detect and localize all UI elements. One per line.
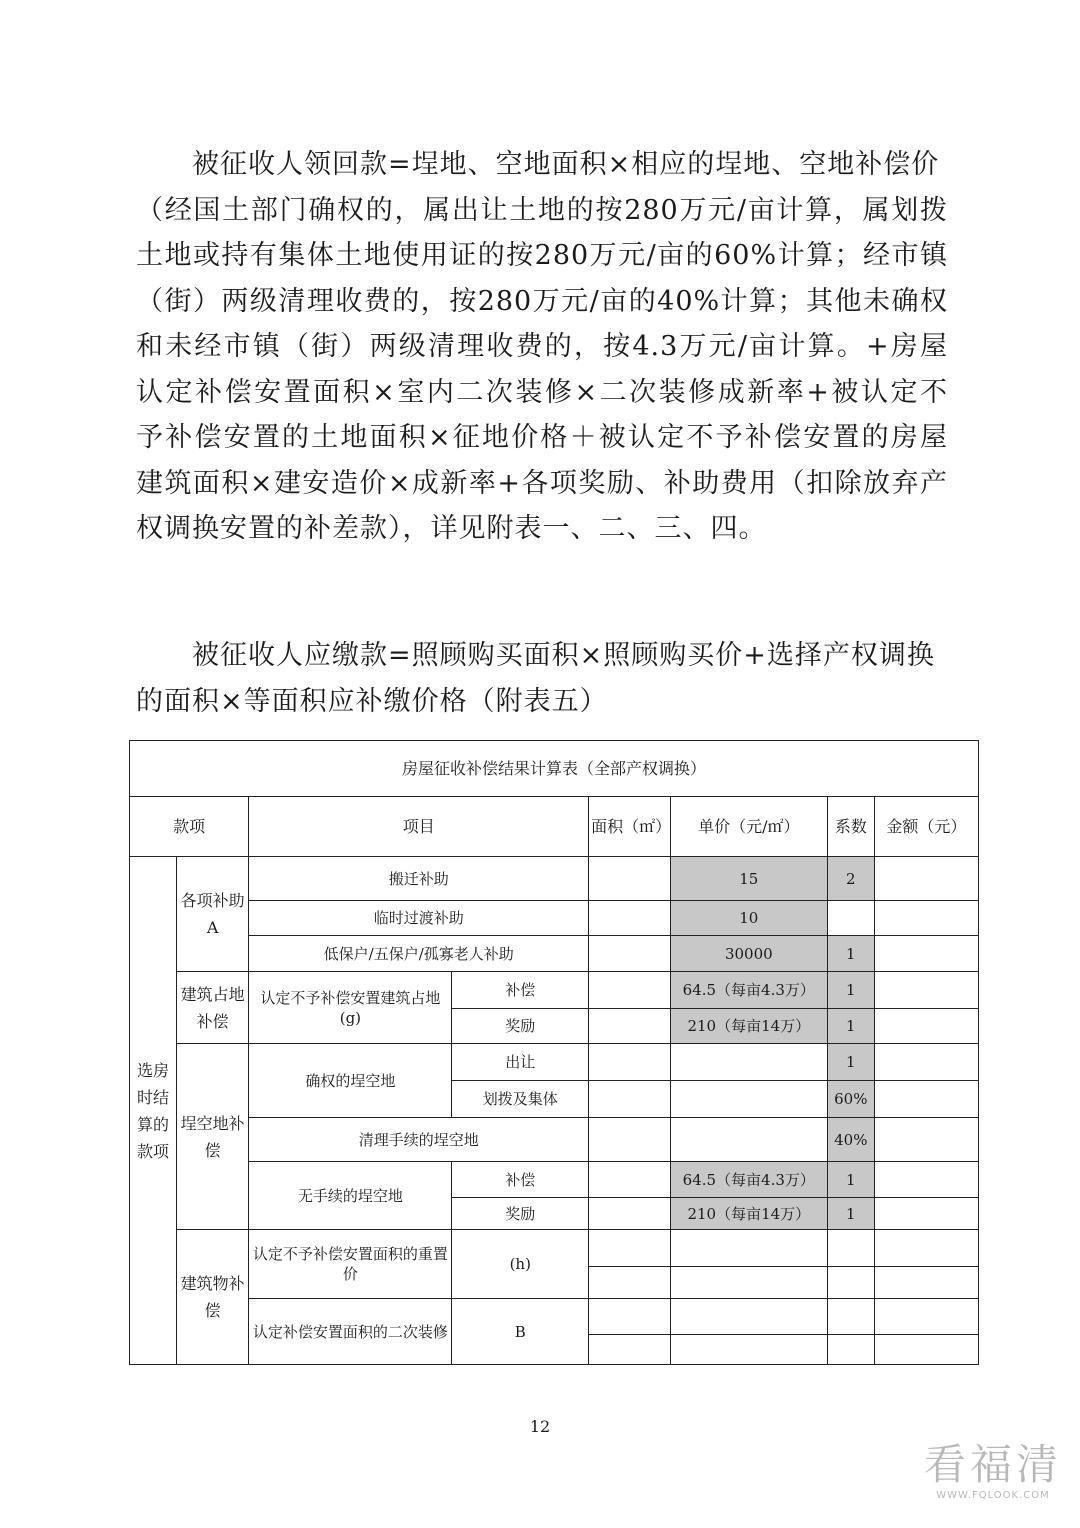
price-cell <box>670 1081 827 1118</box>
text-line: 土地或持有集体土地使用证的按280万元/亩的60%计算；经市镇 <box>136 240 948 271</box>
area-cell <box>589 1230 671 1267</box>
area-cell <box>589 1335 671 1365</box>
header-coefficient: 系数 <box>827 797 874 857</box>
watermark-url: WWW.FQLOOK.COM <box>936 1490 1050 1501</box>
table-cell: 奖励 <box>452 1009 589 1044</box>
amount-cell <box>874 936 978 972</box>
table-cell: 搬迁补助 <box>249 857 589 901</box>
coef-cell: 1 <box>827 1009 874 1044</box>
area-cell <box>589 1118 671 1162</box>
amount-cell <box>874 972 978 1009</box>
coef-cell: 2 <box>827 857 874 901</box>
area-cell <box>589 1299 671 1335</box>
text-line: 的面积×等面积应补缴价格（附表五） <box>136 685 608 717</box>
coef-cell: 1 <box>827 1162 874 1198</box>
paragraph-receive-formula <box>136 142 948 552</box>
header-kuanxiang: 款项 <box>130 797 249 857</box>
amount-cell <box>874 1044 978 1081</box>
price-cell: 15 <box>670 857 827 901</box>
amount-cell <box>874 1230 978 1267</box>
coef-cell <box>827 1335 874 1365</box>
table-cell: 认定不予补偿安置建筑占地(g) <box>249 972 452 1044</box>
price-cell <box>670 1267 827 1299</box>
price-cell <box>670 1299 827 1335</box>
text-line: 予补偿安置的土地面积×征地价格＋被认定不予补偿安置的房屋 <box>136 422 948 453</box>
amount-cell <box>874 1198 978 1230</box>
coef-cell: 1 <box>827 972 874 1009</box>
outer-group-label: 选房时结算的款项 <box>130 857 177 1365</box>
price-cell <box>670 1335 827 1365</box>
coef-cell <box>827 901 874 936</box>
paragraph-pay-formula <box>136 633 948 724</box>
table-cell: 清理手续的埕空地 <box>249 1118 589 1162</box>
table-cell: B <box>452 1299 589 1365</box>
price-cell: 210（每亩14万） <box>670 1198 827 1230</box>
yard-group-label: 埕空地补偿 <box>176 1044 248 1230</box>
text-line: （经国土部门确权的，属出让土地的按280万元/亩计算，属划拨 <box>136 194 948 226</box>
table-cell: (h) <box>452 1230 589 1299</box>
header-xiangmu: 项目 <box>249 797 589 857</box>
watermark-logo <box>918 1440 1068 1501</box>
price-cell: 10 <box>670 901 827 936</box>
coef-cell <box>827 1230 874 1267</box>
header-area: 面积（㎡） <box>589 797 671 857</box>
text-line: 被征收人领回款=埕地、空地面积×相应的埕地、空地补偿价 <box>136 149 940 180</box>
table-cell: 出让 <box>452 1044 589 1081</box>
area-cell <box>589 936 671 972</box>
header-amount: 金额（元） <box>874 797 978 857</box>
price-cell <box>670 1044 827 1081</box>
coef-cell: 1 <box>827 1044 874 1081</box>
area-cell <box>589 1162 671 1198</box>
text-line: 权调换安置的补差款），详见附表一、二、三、四。 <box>136 513 767 544</box>
page-number: 12 <box>529 1417 551 1436</box>
amount-cell <box>874 1299 978 1335</box>
amount-cell <box>874 1009 978 1044</box>
amount-cell <box>874 857 978 901</box>
price-cell <box>670 1230 827 1267</box>
area-cell <box>589 901 671 936</box>
area-cell <box>589 1044 671 1081</box>
coef-cell <box>827 1299 874 1335</box>
table-cell: 认定补偿安置面积的二次装修 <box>249 1299 452 1365</box>
price-cell: 30000 <box>670 936 827 972</box>
coef-cell: 1 <box>827 936 874 972</box>
table-cell: 临时过渡补助 <box>249 901 589 936</box>
amount-cell <box>874 1118 978 1162</box>
area-cell <box>589 972 671 1009</box>
amount-cell <box>874 901 978 936</box>
coef-cell <box>827 1267 874 1299</box>
coef-cell: 60% <box>827 1081 874 1118</box>
table-cell: 低保户/五保户/孤寡老人补助 <box>249 936 589 972</box>
compensation-table <box>129 740 979 1365</box>
amount-cell <box>874 1335 978 1365</box>
price-cell: 64.5（每亩4.3万） <box>670 972 827 1009</box>
table-cell: 奖励 <box>452 1198 589 1230</box>
table-cell: 确权的埕空地 <box>249 1044 452 1118</box>
amount-cell <box>874 1162 978 1198</box>
amount-cell <box>874 1081 978 1118</box>
price-cell <box>670 1118 827 1162</box>
land-group-label: 建筑占地补偿 <box>176 972 248 1044</box>
header-unit-price: 单价（元/㎡） <box>670 797 827 857</box>
table-caption: 房屋征收补偿结果计算表（全部产权调换） <box>130 741 979 797</box>
text-line: 和未经市镇（街）两级清理收费的，按4.3万元/亩计算。+房屋 <box>136 331 948 362</box>
text-line: （街）两级清理收费的，按280万元/亩的40%计算；其他未确权 <box>136 285 948 317</box>
area-cell <box>589 1198 671 1230</box>
area-cell <box>589 1009 671 1044</box>
building-group-label: 建筑物补偿 <box>176 1230 248 1365</box>
subsidy-group-label: 各项补助A <box>176 857 248 972</box>
watermark-title: 看福清 <box>923 1440 1062 1489</box>
coef-cell: 1 <box>827 1198 874 1230</box>
table-cell: 划拨及集体 <box>452 1081 589 1118</box>
text-line: 被征收人应缴款=照顾购买面积×照顾购买价+选择产权调换 <box>136 640 935 671</box>
area-cell <box>589 857 671 901</box>
price-cell: 64.5（每亩4.3万） <box>670 1162 827 1198</box>
area-cell <box>589 1081 671 1118</box>
table-cell: 补偿 <box>452 1162 589 1198</box>
text-line: 建筑面积×建安造价×成新率+各项奖励、补助费用（扣除放弃产 <box>136 467 948 499</box>
table-cell: 认定不予补偿安置面积的重置价 <box>249 1230 452 1299</box>
area-cell <box>589 1267 671 1299</box>
text-line: 认定补偿安置面积×室内二次装修×二次装修成新率+被认定不 <box>136 376 948 408</box>
coef-cell: 40% <box>827 1118 874 1162</box>
table-cell: 补偿 <box>452 972 589 1009</box>
table-cell: 无手续的埕空地 <box>249 1162 452 1230</box>
price-cell: 210（每亩14万） <box>670 1009 827 1044</box>
amount-cell <box>874 1267 978 1299</box>
